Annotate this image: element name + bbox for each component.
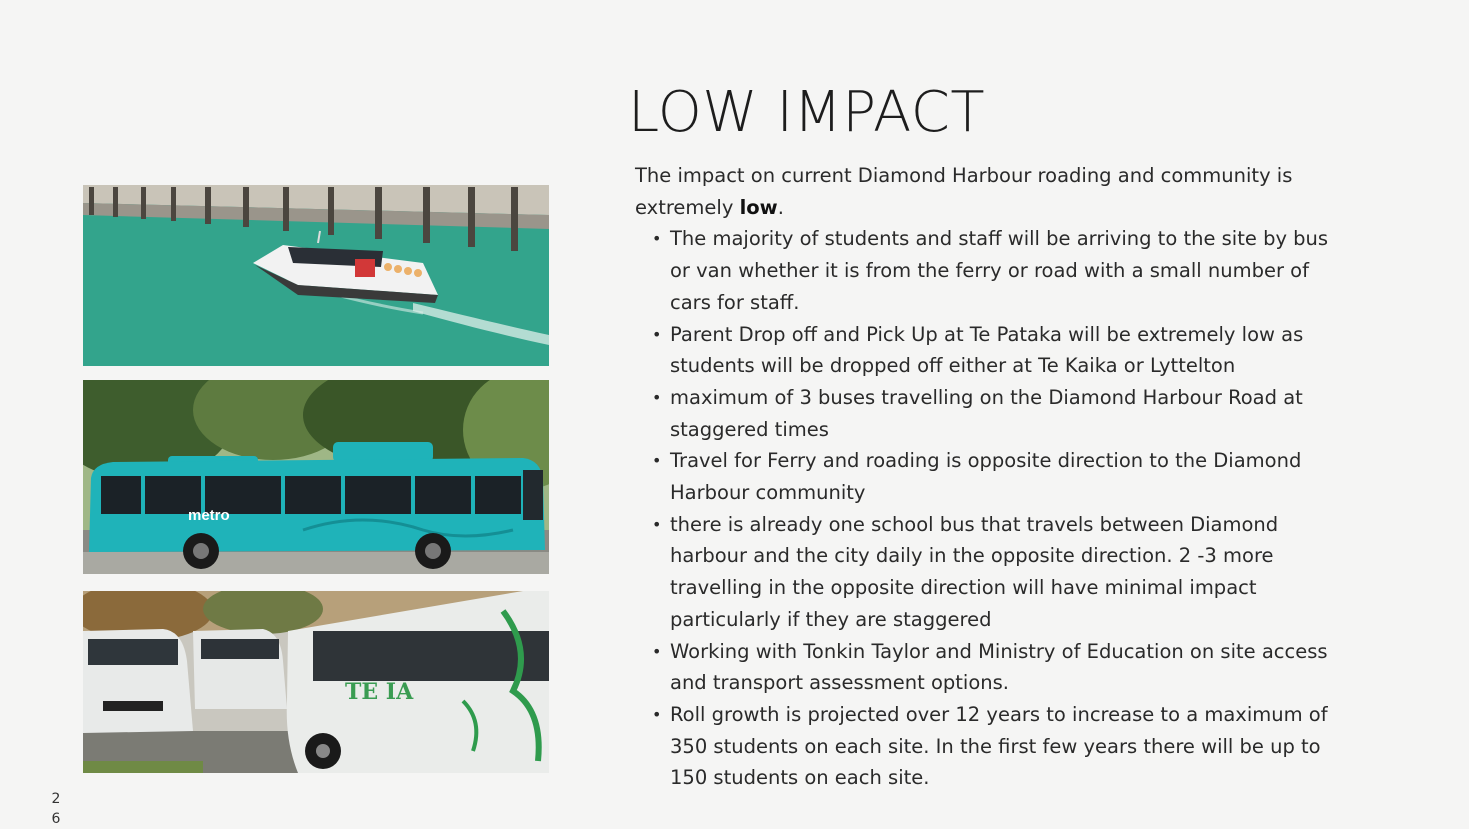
bullet-item: • The majority of students and staff will be arriving to the site by bus or van whether it is from the ferry or road with a small number of cars for staff. xyxy=(670,223,1335,318)
bus-brand-logo: metro xyxy=(188,507,230,524)
ferry-photo xyxy=(83,185,549,366)
intro-text: The impact on current Diamond Harbour roading and community is extremely xyxy=(635,164,1293,219)
page-number-digit: 6 xyxy=(51,811,61,827)
intro-paragraph xyxy=(635,160,1335,223)
bus-photo xyxy=(83,380,549,574)
van-lettering: TE IA xyxy=(345,679,414,705)
ferry-image xyxy=(83,185,549,366)
page-number xyxy=(50,789,62,829)
intro-bold: low xyxy=(739,195,778,219)
bullet-item: • Working with Tonkin Taylor and Ministry of Education on site access and transport assessment options. xyxy=(670,636,1335,699)
bullet-item: • Roll growth is projected over 12 years to increase to a maximum of 350 students on each site. In the first few years there will be up to 150 students on each site. xyxy=(670,699,1335,794)
intro-end: . xyxy=(777,195,784,219)
bullet-item: • Parent Drop off and Pick Up at Te Pataka will be extremely low as students will be dropped off either at Te Kaika or Lyttelton xyxy=(670,319,1335,382)
bus-image xyxy=(83,380,549,574)
bullet-list xyxy=(635,223,1335,794)
bullet-item: • Travel for Ferry and roading is opposite direction to the Diamond Harbour community xyxy=(670,445,1335,508)
page-number-digit: 2 xyxy=(51,791,61,807)
bullet-item: • maximum of 3 buses travelling on the Diamond Harbour Road at staggered times xyxy=(670,382,1335,445)
vans-image xyxy=(83,591,549,773)
bullet-item: • there is already one school bus that travels between Diamond harbour and the city daily in the opposite direction. 2 -3 more travelling in the opposite direction will have minimal impact particularly if they are staggered xyxy=(670,509,1335,636)
vans-photo xyxy=(83,591,549,773)
slide-body xyxy=(635,160,1335,794)
slide-title: LOW IMPACT xyxy=(628,80,986,145)
